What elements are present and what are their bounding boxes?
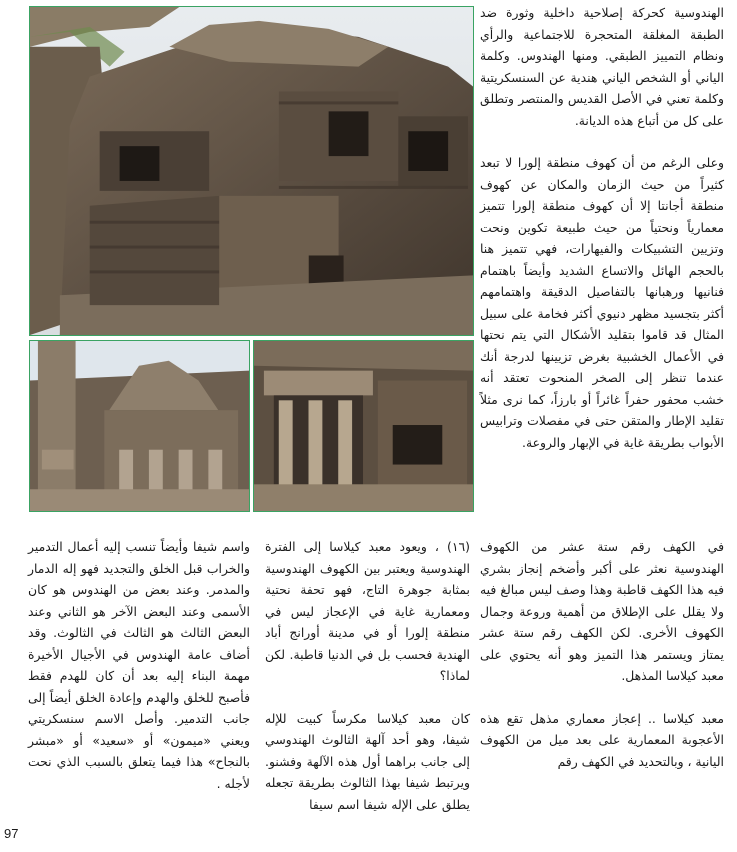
top-right-paragraph-1: الهندوسية كحركة إصلاحية داخلية وثورة ضد الطبقة المغلقة المتحجرة للاجتماعية والرأي ونظام التمييز الطبقي. ومنها الهندوس. وكلمة الياني أو الشخص الياني هندية عن السنسكريتية وكلمة تعني في الأصل القديس والمنتصر وتطلق على كل من أتباع هذه الديانة. — [480, 5, 724, 128]
bottom-left-column — [28, 536, 250, 815]
kailasa-temple-main-photo — [29, 6, 474, 336]
bottom-middle-paragraph-2: كان معبد كيلاسا مكرساً كبيت للإله شيفا، وهو أحد آلهة الثالوث الهندوسي إلى جانب براهما أول هذه الآلهة وفشنو. ويرتبط شيفا بهذا الثالوث بطريقة تجعله يطلق على الإله شيفا اسم سيفا — [265, 710, 470, 812]
bottom-middle-paragraph-1: (١٦) ، ويعود معبد كيلاسا إلى الفترة الهندوسية ويعتبر بين الكهوف الهندوسية بمثابة جوهرة التاج، فهو تحفة نحتية ومعمارية غاية في الإعجاز ليس في منطقة إلورا أو في مدينة أورانج أباد الهندية فحسب بل في الدنيا قاطبة. لكن لماذا؟ — [265, 539, 470, 683]
page-number: 97 — [4, 826, 19, 841]
top-right-paragraph-2: وعلى الرغم من أن كهوف منطقة إلورا لا تبعد كثيراً من حيث الزمان والمكان عن كهوف منطقة أجانتا إلا أن كهوف منطقة إلورا تتميز معمارياً ونحتياً من حيث طبيعة تكوين ونحت وتزيين التشبيكات والفيهارات، فهي تتميز هنا بالحجم الهائل والاتساع الشديد وأيضاً باهتمام فنانيها ورهبانها بالتفاصيل الدقيقة واهتمامهم أكثر بتجسيد مظهر دنيوي أكثر فخامة على سبيل المثال قد قاموا بتقليد الأشكال التي يتم نحتها في الأعمال الخشبية بغرض تزيينها لدرجة أنك عندما تنظر إلى الصخر المنحوت تعتقد أنه خشب محفور حفراً غائراً أو بارزاً، كما نرى مثلاً تقليد الإطار والمتقن حتى في مفصلات وترابيس الأبواب بطريقة غاية في الإبهار والروعة. — [480, 155, 724, 450]
temple-pillar-shrine-photo — [29, 340, 250, 512]
top-right-column — [480, 2, 724, 474]
bottom-right-column — [480, 536, 724, 793]
bottom-left-paragraph-1: واسم شيفا وأيضاً تنسب إليه أعمال التدمير والخراب قبل الخلق والتجديد فهو إله الدمار والمدمر. وعند بعض من الهندوس هو كان الأسمى وعند البعض الآخر هو الثاني وعند البعض الثالث هو الثالث في الثالوث. وقد أضاف عامة الهندوس في الأجيال الأخيرة مهمة البناء إليه بعد أن كان للهدم فقط فأصبح للخلق والهدم وإعادة الخلق أيضاً إلى جانب التدمير. وأصل الاسم سنسكريتي ويعني «ميمون» أو «سعيد» أو «مبشر بالنجاح» هذا فيما يتعلق بالسبب الذي نحت لأجله . — [28, 539, 250, 791]
bottom-right-paragraph-2: معبد كيلاسا .. إعجاز معماري مذهل تقع هذه الأعجوبة المعمارية على بعد ميل من الكهوف اليانية ، وبالتحديد في الكهف رقم — [480, 710, 724, 769]
bottom-middle-column — [265, 536, 470, 836]
bottom-right-paragraph-1: في الكهف رقم ستة عشر من الكهوف الهندوسية نعثر على أكبر وأضخم إنجاز بشري فيه هذا الكهف قاطبة وهذا وصف ليس مبالغ فيه ولا يقلل على الإطلاق من أهمية وروعة وجمال الكهوف الأخرى. لكن الكهف رقم ستة عشر يمتاز ويستمر هذا التميز وهو أنه يحتوي على معبد كيلاسا المذهل. — [480, 539, 724, 683]
temple-colonnade-photo — [253, 340, 474, 512]
